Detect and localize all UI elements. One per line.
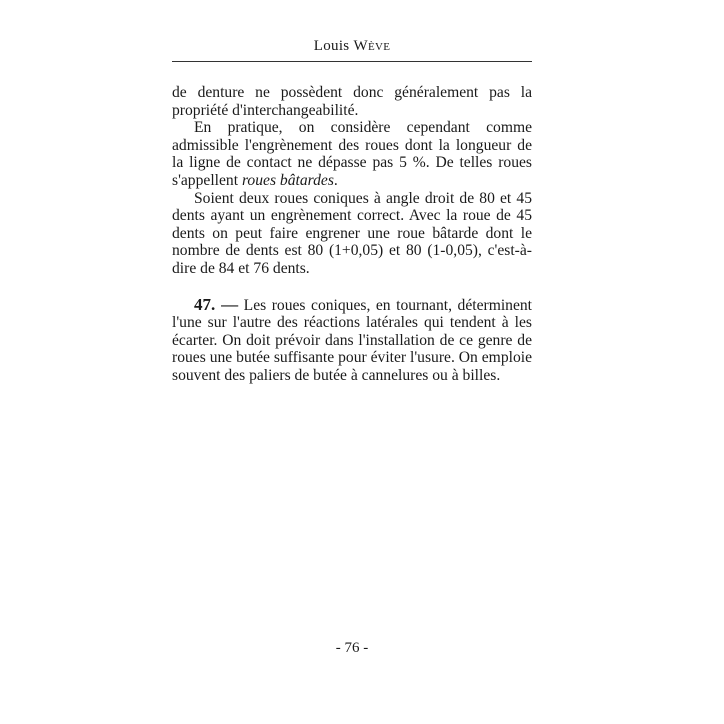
author-last-name: Wève: [353, 38, 391, 54]
paragraph-4-text: Les roues coniques, en tournant, déterminent l'une sur l'autre des réactions latérales qui tendent à les écarter. On doit prévoir dans l'installation de ce genre de roues une butée suffisante pour éviter l'usure. On emploie souvent des paliers de butée à cannelures ou à billes.: [172, 296, 533, 384]
emphasis-roues-batardes: roues bâtardes: [241, 171, 334, 189]
section-number: 47. —: [194, 294, 239, 314]
body-text: [172, 84, 532, 385]
paragraph-2-text: En pratique, on considère cependant comme admissible l'engrènement des roues dont la longueur de la ligne de contact ne dépasse pas 5 %. De telles roues s'appellent: [172, 119, 532, 189]
paragraph-2: [172, 119, 532, 189]
author-first-name: Louis: [313, 38, 350, 54]
paragraph-1: de denture ne possèdent donc généralement pas la propriété d'interchangeabilité.: [172, 84, 532, 119]
page-number: - 76 -: [335, 640, 369, 656]
paragraph-section-47: [172, 296, 532, 385]
paragraph-2-end: .: [333, 171, 338, 189]
running-head: [172, 38, 532, 55]
paragraph-3: Soient deux roues coniques à angle droit de 80 et 45 dents ayant un engrènement correct. Avec la roue de 45 dents on peut faire engrener une roue bâtarde dont le nombre de dents est 80 (1+0,05) et 80 (1-0,05), c'est-à-dire de 84 et 76 dents.: [172, 189, 532, 277]
header-rule: [172, 61, 532, 62]
